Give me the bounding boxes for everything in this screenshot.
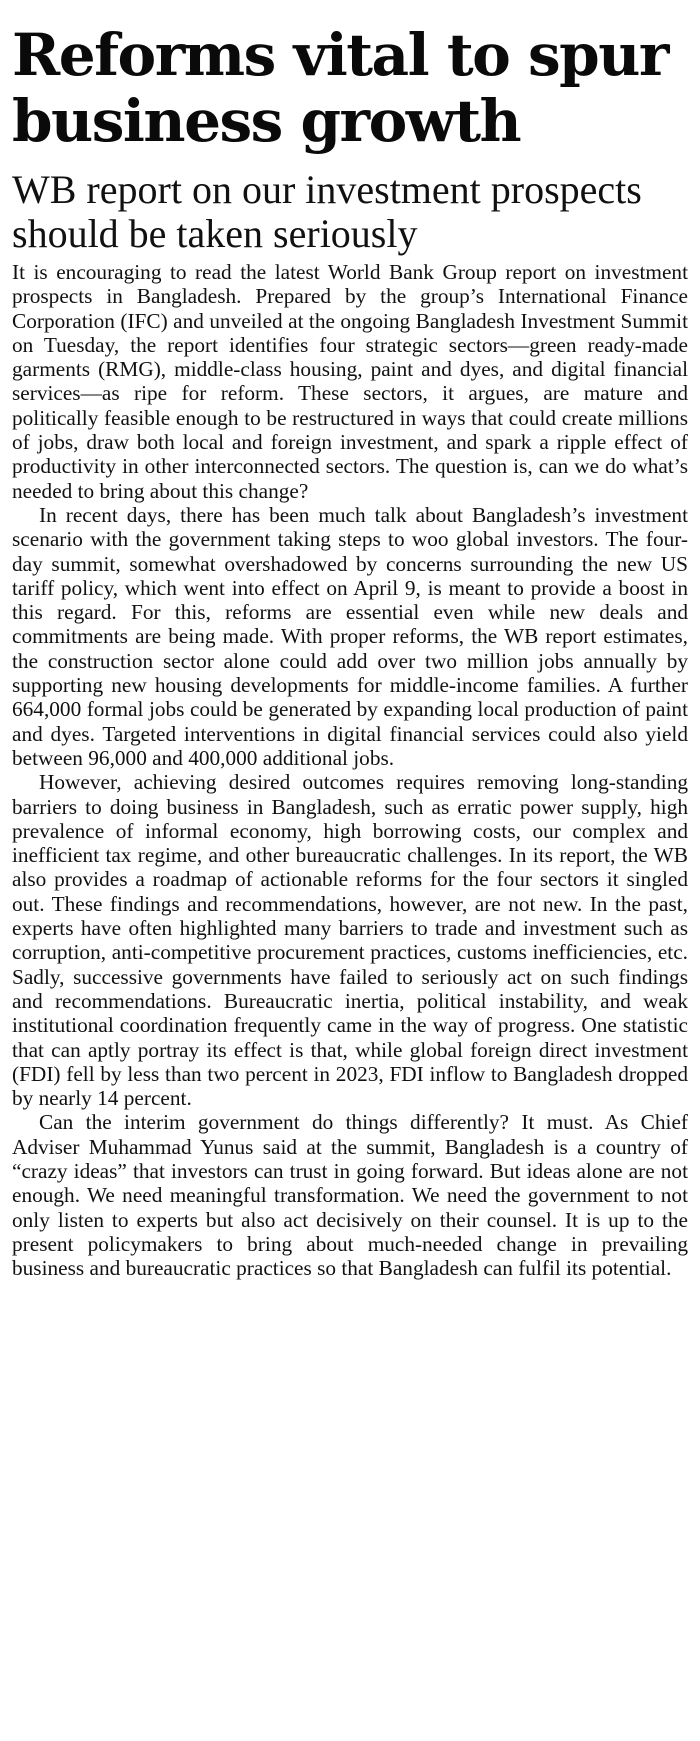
body-paragraph-3: However, achieving desired outcomes requires removing long-standing barriers to doing business in Bangladesh, such as erratic power supply, high prevalence of informal economy, high borrowing costs, our complex and inefficient tax regime, and other bureaucratic challenges. In its report, the WB also provides a roadmap of actionable reforms for the four sectors it singled out. These findings and recommendations, however, are not new. In the past, experts have often highlighted many barriers to trade and investment such as corruption, anti-competitive procurement practices, customs inefficiencies, etc. Sadly, successive governments have failed to seriously act on such findings and recommendations. Bureaucratic inertia, political instability, and weak institutional coordination frequently came in the way of progress. One statistic that can aptly portray its effect is that, while global foreign direct investment (FDI) fell by less than two percent in 2023, FDI inflow to Bangladesh dropped by nearly 14 percent. [12, 770, 688, 1111]
body-paragraph-1: It is encouraging to read the latest World Bank Group report on investment prospects in Bangladesh. Prepared by the group’s International Finance Corporation (IFC) and unveiled at the ongoing Bangladesh Investment Summit on Tuesday, the report identifies four strategic sectors—green ready-made garments (RMG), middle-class housing, paint and dyes, and digital financial services—as ripe for reform. These sectors, it argues, are mature and politically feasible enough to be restructured in ways that could create millions of jobs, draw both local and foreign investment, and spark a ripple effect of productivity in other interconnected sectors. The question is, can we do what’s needed to bring about this change? [12, 260, 688, 503]
headline: Reforms vital to spur business growth [12, 21, 668, 155]
subheadline: WB report on our investment prospects should be taken seriously [12, 167, 642, 256]
body-paragraph-2: In recent days, there has been much talk about Bangladesh’s investment scenario with the government taking steps to woo global investors. The four-day summit, somewhat overshadowed by concerns surrounding the new US tariff policy, which went into effect on April 9, is meant to provide a boost in this regard. For this, reforms are essential even while new deals and commitments are being made. With proper reforms, the WB report estimates, the construction sector alone could add over two million jobs annually by supporting new housing developments for middle-income families. A further 664,000 formal jobs could be generated by expanding local production of paint and dyes. Targeted interventions in digital financial services could also yield between 96,000 and 400,000 additional jobs. [12, 502, 688, 770]
article-body [12, 260, 688, 1280]
body-paragraph-4: Can the interim government do things differently? It must. As Chief Adviser Muhammad Yunus said at the summit, Bangladesh is a country of “crazy ideas” that investors can trust in going forward. But ideas alone are not enough. We need meaningful transformation. We need the government to not only listen to experts but also act decisively on their counsel. It is up to the present policymakers to bring about much-needed change in prevailing business and bureaucratic practices so that Bangladesh can fulfil its potential. [12, 1110, 688, 1281]
